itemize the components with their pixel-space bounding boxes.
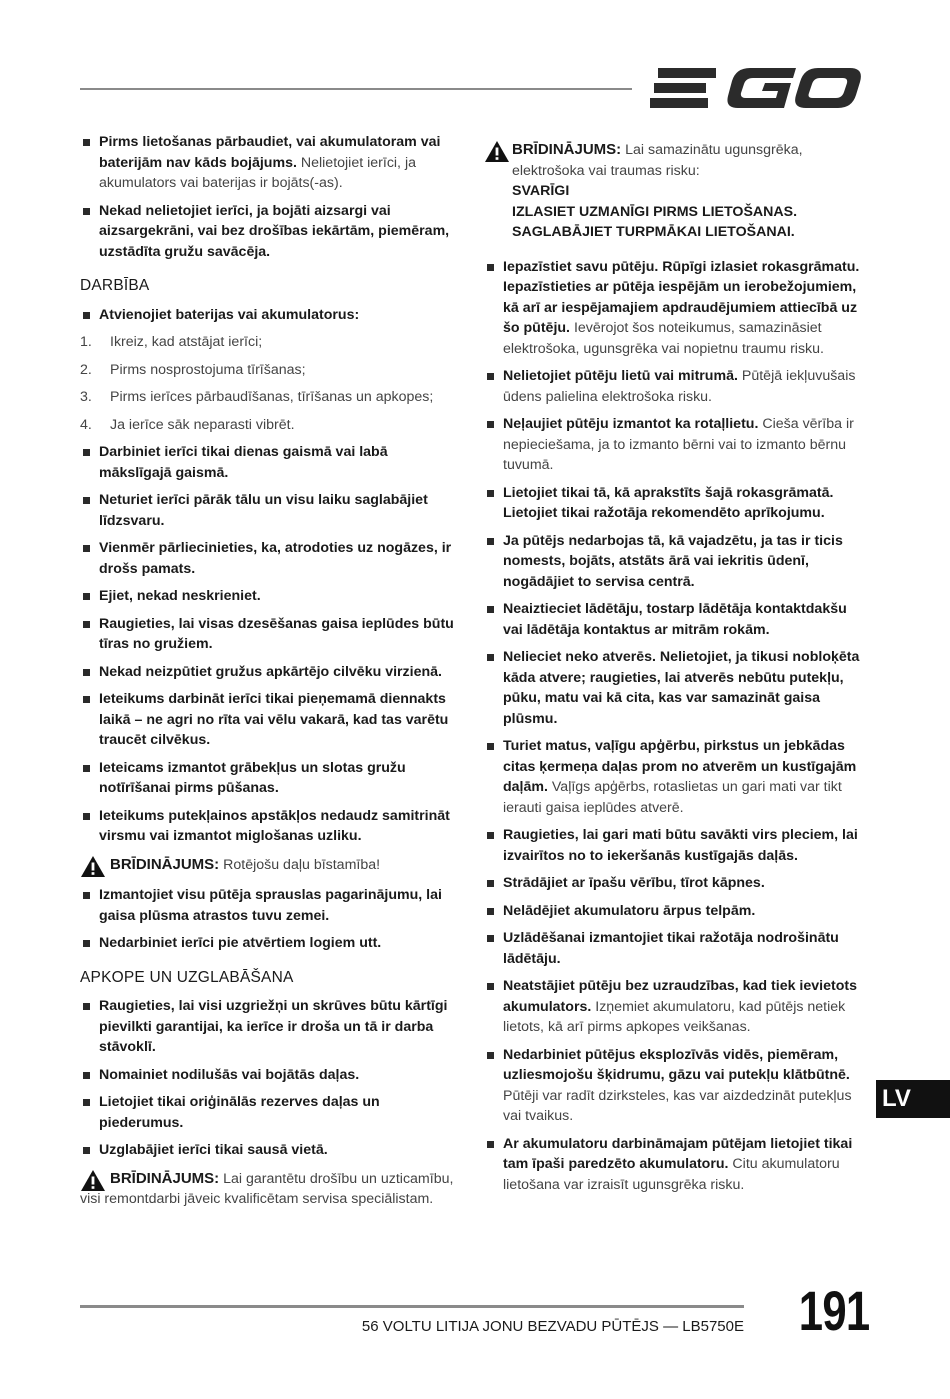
list-item: Nekad neizpūtiet gružus apkārtējo cilvēku virzienā. <box>80 662 460 683</box>
language-tab: LV <box>876 1080 950 1118</box>
list-item: Lietojiet tikai tā, kā aprakstīts šajā rokasgrāmatā. Lietojiet tikai ražotāja rekomendēto aprīkojumu. <box>484 483 866 524</box>
warning-caps-save: SAGLABĀJIET TURPMĀKAI LIETOŠANAI. <box>512 224 795 240</box>
list-item: Neatstājiet pūtēju bez uzraudzības, kad tiek ievietots akumulators. Izņemiet akumulatoru, kad pūtējs netiek lietots, kā arī pirms apkopes veikšanas. <box>484 976 866 1038</box>
list-item: Neaiztieciet lādētāju, tostarp lādētāja kontaktdakšu vai lādētāja kontaktus ar mitrām rokām. <box>484 599 866 640</box>
warning-caps-important: SVARĪGI <box>512 183 570 199</box>
list-item: Nelietojiet pūtēju lietū vai mitrumā. Pūtējā iekļuvušais ūdens palielina elektrošoka risku. <box>484 366 866 407</box>
list-item: Nekad nelietojiet ierīci, ja bojāti aizsargi vai aizsargekrāni, vai bez drošības iekārtām, piemēram, uzstādīta gružu savācēja. <box>80 201 460 263</box>
maintenance-list <box>80 996 460 1161</box>
ego-logo-graphic <box>650 62 862 114</box>
list-item: Ar akumulatoru darbināmajam pūtējam lietojiet tikai tam īpaši paredzēto akumulatoru. Citu akumulatoru lietošana var izraisīt ugunsgrēka risku. <box>484 1134 866 1196</box>
list-item: Nedarbiniet pūtējus eksplozīvās vidēs, piemēram, uzliesmojošu šķidrumu, gāzu vai putekļu klātbūtnē. Pūtēji var radīt dzirksteles, kas var aizdedzināt putekļus vai tvaikus. <box>484 1045 866 1127</box>
section-title-operation: DARBĪBA <box>80 277 150 294</box>
list-item: Iepazīstiet savu pūtēju. Rūpīgi izlasiet rokasgrāmatu. Iepazīstieties ar pūtēja iespējām un ierobežojumiem, kā arī ar iespējamajiem apdraudējumiem attiecībā uz šo pūtēju. Ievērojot šos noteikumus, samazināsiet elektrošoka, ugunsgrēka vai nopietnu traumu risku. <box>484 257 866 360</box>
list-item: Raugieties, lai visas dzesēšanas gaisa ieplūdes būtu tīras no gružiem. <box>80 614 460 655</box>
warning-caps-read: IZLASIET UZMANĪGI PIRMS LIETOŠANAS. <box>512 203 798 220</box>
list-item: Raugieties, lai visi uzgriežņi un skrūves būtu kārtīgi pievilkti garantijai, ka ierīce ir droša un tā ir darba stāvoklī. <box>80 996 460 1058</box>
list-item: Ieteikums darbināt ierīci tikai pieņemamā diennakts laikā – ne agri no rīta vai vēlu vakarā, kad tas varētu traucēt cilvēkus. <box>80 689 460 751</box>
warning-general: BRĪDINĀJUMS: Lai samazinātu ugunsgrēka, elektrošoka vai traumas risku: SVARĪGI IZLASIET UZMANĪGI PIRMS LIETOŠANAS. SAGLABĀJIET TURPMĀKAI LIETOŠANAI. <box>484 140 866 243</box>
list-item: Nomainiet nodilušās vai bojātās daļas. <box>80 1065 460 1086</box>
warning-repairs: BRĪDINĀJUMS: Lai garantētu drošību un uzticamību, visi remontdarbi jāveic kvalificētam servisa speciālistam. <box>80 1169 454 1207</box>
list-item: Raugieties, lai gari mati būtu savākti virs pleciem, lai izvairītos no to iekeršanās kustīgajās daļās. <box>484 825 866 866</box>
list-item: Izmantojiet visu pūtēja sprauslas pagarinājumu, lai gaisa plūsma atrastos tuvu zemei. <box>80 885 460 926</box>
safety-list <box>484 257 866 1196</box>
ego-logo <box>650 62 862 114</box>
operation-list-2 <box>80 885 460 954</box>
list-item: Strādājiet ar īpašu vērību, tīrot kāpnes. <box>484 873 866 894</box>
list-item: Ieteicams izmantot grābekļus un slotas gružu notīrīšanai pirms pūšanas. <box>80 758 460 799</box>
list-item: Neturiet ierīci pārāk tālu un visu laiku saglabājiet līdzsvaru. <box>80 490 460 531</box>
list-item: Nelādējiet akumulatoru ārpus telpām. <box>484 901 866 922</box>
numbered-list <box>80 332 460 435</box>
warning-triangle-icon <box>80 1169 106 1192</box>
list-item: Ieteikums putekļainos apstākļos nedaudz samitrināt virsmu vai izmantot miglošanas uzliku. <box>80 806 460 847</box>
list-item: Uzglabājiet ierīci tikai sausā vietā. <box>80 1140 460 1161</box>
operation-list <box>80 442 460 847</box>
list-item: Turiet matus, vaļīgu apģērbu, pirkstus un jebkādas citas ķermeņa daļas prom no atverēm un kustīgajām daļām. Vaļīgs apģērbs, rotaslietas un gari mati var tikt ierauti gaisa ieplūdes atverē. <box>484 736 866 818</box>
numbered-item: 4. Ja ierīce sāk neparasti vibrēt. <box>80 416 295 433</box>
list-item: Pirms lietošanas pārbaudiet, vai akumulatoram vai baterijām nav kāds bojājums. Nelietojiet ierīci, ja akumulators vai baterijas ir bojāts(-as). <box>80 132 460 194</box>
warning-rotating-parts: BRĪDINĀJUMS: Rotējošu daļu bīstamība! <box>80 855 460 876</box>
list-item: Nelieciet neko atverēs. Nelietojiet, ja tikusi nobloķēta kāda atvere; raugieties, lai atverēs nebūtu putekļu, pūku, matu vai kā cita, kas var samazināt gaisa plūsmu. <box>484 647 866 729</box>
list-item: Atvienojiet baterijas vai akumulatorus: <box>80 305 460 326</box>
numbered-item: 1. Ikreiz, kad atstājat ierīci; <box>80 334 263 350</box>
list-item: Uzlādēšanai izmantojiet tikai ražotāja nodrošinātu lādētāju. <box>484 928 866 969</box>
header-rule <box>80 88 632 90</box>
page-number: 191 <box>798 1279 870 1342</box>
list-item: Nedarbiniet ierīci pie atvērtiem logiem utt. <box>80 933 460 954</box>
list-item: Neļaujiet pūtēju izmantot ka rotaļlietu. Cieša vērība ir nepieciešama, ja to izmanto bērni vai to izmanto bērnu tuvumā. <box>484 414 866 476</box>
list-item: Darbiniet ierīci tikai dienas gaismā vai labā mākslīgajā gaismā. <box>80 442 460 483</box>
right-column <box>484 132 866 1202</box>
numbered-item: 3. Pirms ierīces pārbaudīšanas, tīrīšanas un apkopes; <box>80 389 434 405</box>
list-item: Ja pūtējs nedarbojas tā, kā vajadzētu, ja tas ir ticis nomests, bojāts, atstāts ārā vai iekritis ūdenī, nogādājiet to servisa centrā. <box>484 531 866 593</box>
numbered-item: 2. Pirms nosprostojuma tīrīšanas; <box>80 361 306 378</box>
left-column <box>80 132 460 1220</box>
footer-rule <box>80 1305 744 1308</box>
list-item: Lietojiet tikai oriģinālās rezerves daļas un piederumus. <box>80 1092 460 1133</box>
list-item: Ejiet, nekad neskrieniet. <box>80 586 460 607</box>
intro-list <box>80 132 460 262</box>
footer-title: 56 VOLTU LITIJA JONU BEZVADU PŪTĒJS — LB5750E <box>361 1318 744 1335</box>
warning-triangle-icon <box>80 855 106 878</box>
section-title-maintenance: APKOPE UN UZGLABĀŠANA <box>80 968 294 986</box>
warning-triangle-icon <box>484 140 510 163</box>
list-item: Vienmēr pārliecinieties, ka, atrodoties uz nogāzes, ir drošs pamats. <box>80 538 460 579</box>
operation-lead-list <box>80 305 460 326</box>
